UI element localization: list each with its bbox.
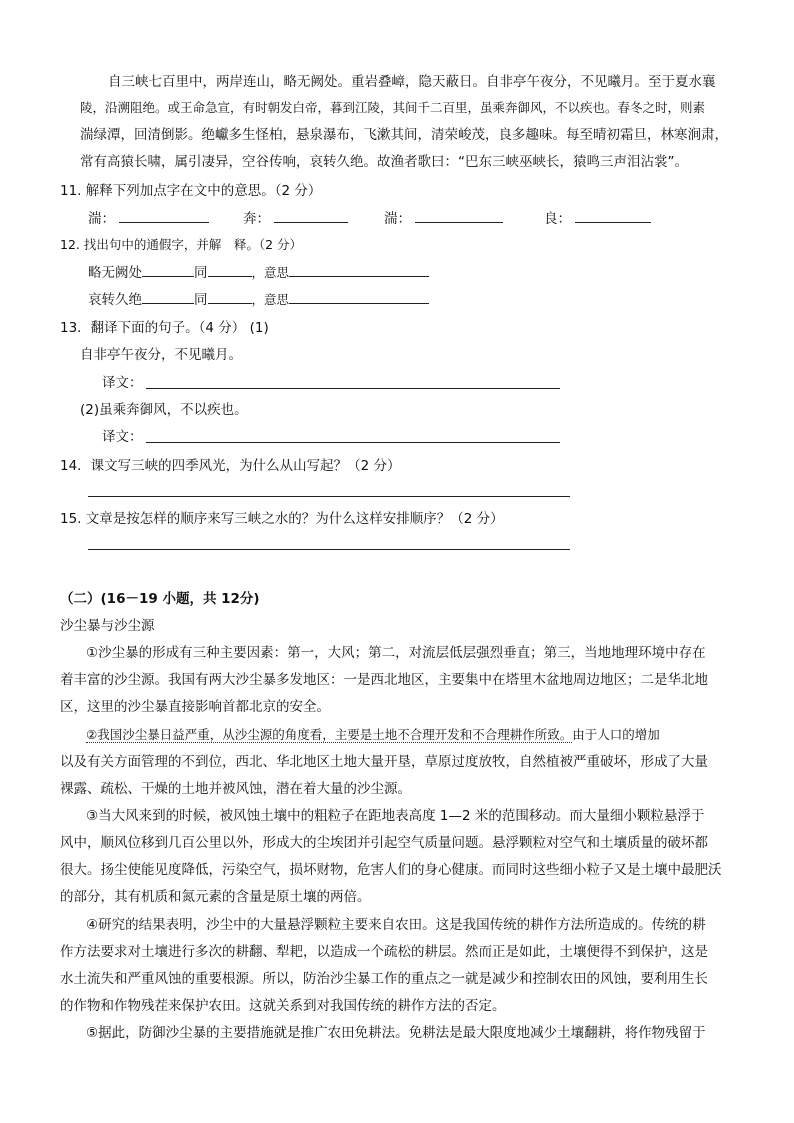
p5-line-1: ⑤据此，防御沙尘暴的主要措施就是推广农田免耕法。免耕法是最大限度地减少土壤翻耕，将作物残留于 bbox=[86, 1025, 706, 1041]
p1-line-2: 着丰富的沙尘源。我国有两大沙尘暴多发地区：一是西北地区，主要集中在塔里木盆地周边地区；二是华北地 bbox=[60, 672, 708, 688]
q11-item-4-label: 良： bbox=[544, 211, 571, 227]
q13-sentence-2: (2)虽乘奔御风，不以疾也。 bbox=[80, 402, 248, 418]
p2-line-1 bbox=[86, 725, 660, 745]
p4-line-2: 作方法要求对土壤进行多次的耕翻、犁耙，以造成一个疏松的耕层。然而正是如此，土壤便得不到保护，这是 bbox=[60, 944, 708, 960]
p2-line-2: 以及有关方面管理的不到位，西北、华北地区土地大量开垦，草原过度放牧，自然植被严重破坏，形成了大量 bbox=[60, 754, 708, 770]
q15-stem: 15. 文章是按怎样的顺序来写三峡之水的？为什么这样安排顺序？（2 分） bbox=[60, 511, 504, 527]
q12-row-2-phrase: 哀转久绝 bbox=[88, 292, 142, 308]
q11-stem: 11. 解释下列加点字在文中的意思。（2 分） bbox=[60, 183, 322, 199]
p1-line-3: 区，这里的沙尘暴直接影响首都北京的安全。 bbox=[60, 699, 330, 715]
q11-answer-2[interactable] bbox=[274, 208, 348, 223]
q11-answer-4[interactable] bbox=[575, 208, 651, 223]
q11-item-1 bbox=[88, 208, 209, 229]
q11-item-4 bbox=[544, 208, 651, 229]
q11-item-2 bbox=[243, 208, 348, 229]
q11-item-3-label: 湍： bbox=[384, 211, 411, 227]
p3-line-3: 很大。扬尘使能见度降低，污染空气，损坏财物，危害人们的身心健康。而同时这些细小粒子又是土壤中最肥沃 bbox=[60, 862, 722, 878]
section2-heading: （二）(16－19 小题，共 12分) bbox=[60, 591, 260, 607]
q13-answer-line-2[interactable] bbox=[146, 442, 560, 443]
q12-row-1-tongchar[interactable] bbox=[208, 262, 252, 277]
p2-underlined-sentence: ②我国沙尘暴日益严重，从沙尘源的角度看，主要是土地不合理开发和不合理耕作所致。 bbox=[86, 727, 573, 742]
q15-answer-line[interactable] bbox=[88, 549, 570, 550]
q12-row-1-meaning[interactable] bbox=[289, 262, 429, 277]
q13-yiwen-2-label: 译文： bbox=[102, 429, 143, 445]
q12-row-1-phrase: 略无阙处 bbox=[88, 265, 142, 281]
q11-item-2-label: 奔： bbox=[243, 211, 270, 227]
q12-row-1 bbox=[88, 262, 429, 283]
p3-line-4: 的部分，其有机质和氮元素的含量是原土壤的两倍。 bbox=[60, 889, 371, 905]
p1-line-1: ①沙尘暴的形成有三种主要因素：第一，大风；第二，对流层低层强烈垂直；第三，当地地理环境中存在 bbox=[86, 645, 706, 661]
q11-item-1-label: 湍： bbox=[88, 211, 115, 227]
q12-row-2 bbox=[88, 289, 429, 310]
q13-stem: 13．翻译下面的句子。（4 分） (1) bbox=[60, 320, 269, 336]
passage-line-1: 自三峡七百里中，两岸连山，略无阙处。重岩叠嶂，隐天蔽日。自非亭午夜分，不见曦月。至于夏水襄 bbox=[108, 74, 716, 90]
passage-line-4: 常有高猿长啸，属引凄异，空谷传响，哀转久绝。故渔者歌曰：“巴东三峡巫峡长，猿鸣三声泪沾裳”。 bbox=[80, 154, 688, 170]
q12-row-2-char[interactable] bbox=[142, 289, 194, 304]
p2-line-1-tail: 由于人口的增加 bbox=[572, 727, 660, 742]
q12-row-2-tong: 同 bbox=[194, 292, 208, 308]
section2-title: 沙尘暴与沙尘源 bbox=[60, 618, 155, 634]
q12-row-2-tongchar[interactable] bbox=[208, 289, 252, 304]
p4-line-1: ④研究的结果表明，沙尘中的大量悬浮颗粒主要来自农田。这是我国传统的耕作方法所造成的。传统的耕 bbox=[86, 917, 706, 933]
q12-row-1-yisi: ，意思 bbox=[251, 265, 290, 280]
q12-row-1-tong: 同 bbox=[194, 265, 208, 281]
q14-answer-line[interactable] bbox=[88, 496, 570, 497]
q13-yiwen-1-label: 译文： bbox=[102, 375, 143, 391]
q12-row-2-yisi: ，意思 bbox=[251, 292, 290, 307]
q13-sentence-1: 自非亭午夜分，不见曦月。 bbox=[80, 347, 242, 363]
p4-line-4: 的作物和作物残茬来保护农田。这就关系到对我国传统的耕作方法的否定。 bbox=[60, 998, 506, 1014]
q13-answer-line-1[interactable] bbox=[146, 388, 560, 389]
q11-answer-3[interactable] bbox=[415, 208, 503, 223]
p3-line-2: 风中，顺风位移到几百公里以外，形成大的尘埃团并引起空气质量问题。悬浮颗粒对空气和土壤质量的破坏都 bbox=[60, 835, 708, 851]
q11-item-3 bbox=[384, 208, 503, 229]
passage-line-2: 陵，沿溯阻绝。或王命急宣，有时朝发白帝，暮到江陵，其间千二百里，虽乘奔御风，不以疾也。春冬之时，则素 bbox=[80, 100, 706, 115]
p4-line-3: 水土流失和严重风蚀的重要根源。所以，防治沙尘暴工作的重点之一就是减少和控制农田的风蚀，要利用生长 bbox=[60, 971, 708, 987]
p2-line-3: 裸露、疏松、干燥的土地并被风蚀，潜在着大量的沙尘源。 bbox=[60, 781, 411, 797]
q12-row-1-char[interactable] bbox=[142, 262, 194, 277]
q14-stem: 14．课文写三峡的四季风光，为什么从山写起？（2 分） bbox=[60, 458, 401, 474]
q11-answer-1[interactable] bbox=[119, 208, 209, 223]
passage-line-3: 湍绿潭，回清倒影。绝巘多生怪柏，悬泉瀑布，飞漱其间，清荣峻茂，良多趣味。每至晴初霜旦，林寒涧肃， bbox=[80, 127, 728, 143]
q12-row-2-meaning[interactable] bbox=[289, 289, 429, 304]
q12-stem: 12. 找出句中的通假字，并解 释。（2 分） bbox=[60, 237, 303, 252]
p3-line-1: ③当大风来到的时候，被风蚀土壤中的粗粒子在距地表高度 1—2 米的范围移动。而大量细小颗粒悬浮于 bbox=[86, 808, 705, 824]
